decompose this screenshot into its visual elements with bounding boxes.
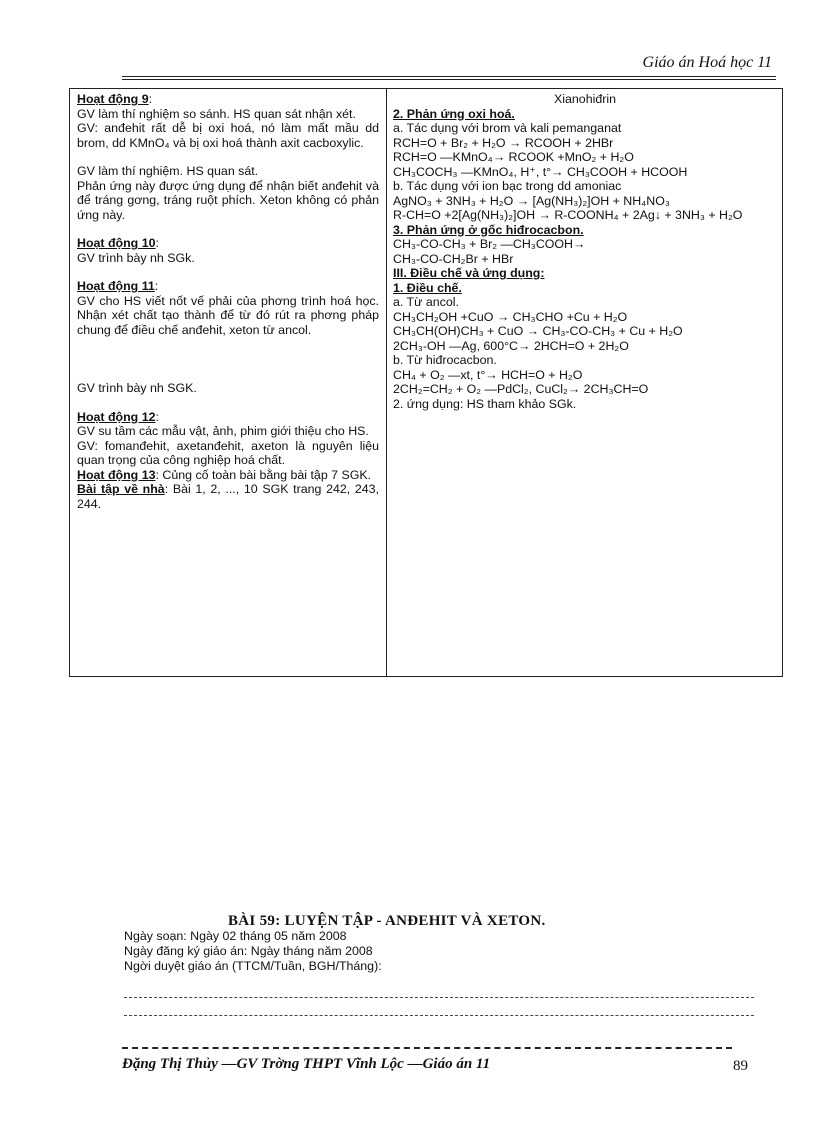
equation-line: AgNO₃ + 3NH₃ + H₂O → [Ag(NH₃)₂]OH + NH₄NO₃ [393, 193, 670, 208]
equation-line: RCH=O —KMnO₄→ RCOOK +MnO₂ + H₂O [393, 150, 634, 164]
content-line: a. Tác dụng với brom và kali pemanganat [393, 121, 622, 135]
activity-12-line: GV: fomanđehit, axetanđehit, axeton là nguyên liệu quan trọng của công nghiệp hoá chất. [77, 438, 379, 467]
section-heading: 1. Điều chế. [393, 280, 462, 295]
content-line: Xianohiđrin [554, 92, 616, 106]
homework-line: Bài 1, 2, ..., 10 SGK trang 242, 243, 244. [77, 482, 379, 511]
lesson-title: BÀI 59: LUYỆN TẬP - ANĐEHIT VÀ XETON. [228, 913, 546, 929]
date-line: Ngày soạn: Ngày 02 tháng 05 năm 2008 [124, 929, 347, 943]
footer-text: Đặng Thị Thủy —GV Trờng THPT Vĩnh Lộc —Giáo án 11 [122, 1056, 491, 1072]
activity-13-line: Củng cố toàn bài bằng bài tập 7 SGK. [162, 467, 372, 482]
equation-line: RCH=O + Br₂ + H₂O → RCOOH + 2HBr [393, 135, 614, 150]
activity-11-title: Hoạt động 11 [77, 279, 155, 293]
equation-line: CH₃COCH₃ —KMnO₄, H⁺, t°→ CH₃COOH + HCOOH [393, 164, 688, 179]
activity-11-line: GV cho HS viết nốt vế phải của phơng trình hoá học. Nhận xét chất tạo thành để từ đó rút ra phơng pháp chung để điều chế anđehit, xeton từ ancol. [77, 293, 379, 337]
content-line: b. Tác dụng với ion bạc trong dd amoniac [393, 179, 622, 193]
activity-9-line: GV làm thí nghiệm. HS quan sát. [77, 164, 259, 178]
header-title: Giáo án Hoá học 11 [642, 54, 772, 71]
activity-12-title: Hoạt động 12 [77, 409, 156, 424]
registration-line: Ngày đăng ký giáo án: Ngày tháng năm 2008 [124, 944, 373, 958]
content-line: a. Từ ancol. [393, 295, 459, 309]
equation-line: 2CH₂=CH₂ + O₂ —PdCl₂, CuCl₂→ 2CH₃CH=O [393, 382, 649, 396]
dashed-line [124, 997, 754, 998]
activity-9-title: Hoạt động 9 [77, 92, 149, 106]
content-line: 2. ứng dụng: HS tham khảo SGk. [393, 396, 577, 411]
homework-title: Bài tập về nhà [77, 482, 165, 496]
lesson-table [69, 88, 783, 677]
footer-rule [122, 1047, 732, 1049]
activity-12-line: GV su tầm các mẫu vật, ảnh, phim giới thiệu cho HS. [77, 424, 369, 438]
content-line: b. Từ hiđrocacbon. [393, 353, 497, 367]
equation-line: R-CH=O +2[Ag(NH₃)₂]OH → R-COONH₄ + 2Ag↓ + 3NH₃ + H₂O [393, 208, 743, 222]
dashed-line [124, 1015, 754, 1016]
sgk-line: GV trình bày nh SGK. [77, 381, 197, 395]
equation-line: CH₃CH₂OH +CuO → CH₃CHO +Cu + H₂O [393, 309, 628, 324]
approver-line: Ngời duyệt giáo án (TTCM/Tuần, BGH/Tháng): [124, 959, 382, 973]
activity-10-title: Hoạt động 10 [77, 236, 156, 250]
equation-line: CH₃-CO-CH₃ + Br₂ —CH₃COOH→ [393, 237, 586, 251]
equation-line: CH₃-CO-CH₂Br + HBr [393, 251, 514, 266]
section-heading: 3. Phản ứng ở gốc hiđrocacbon. [393, 222, 584, 237]
activity-10-line: GV trình bày nh SGk. [77, 250, 195, 265]
content-column [393, 92, 777, 411]
activity-9-line: GV: anđehit rất dễ bị oxi hoá, nó làm mất mầu dd brom, dd KMnO₄ và bị oxi hoá thành axit cacboxylic. [77, 121, 379, 150]
activity-9-line: Phản ứng này được ứng dụng để nhận biết anđehit và để tráng gơng, tráng ruột phích. Xeton không có phản ứng này. [77, 178, 379, 222]
header-rule [122, 76, 776, 77]
equation-line: CH₃CH(OH)CH₃ + CuO → CH₃-CO-CH₃ + Cu + H₂O [393, 324, 683, 338]
equation-line: CH₄ + O₂ —xt, t°→ HCH=O + H₂O [393, 367, 583, 382]
section-heading: 2. Phản ứng oxi hoá. [393, 106, 515, 121]
section-heading: III. Điều chế và ứng dụng: [393, 266, 545, 280]
header-rule-secondary [122, 79, 776, 80]
teacher-activities-column: Hoạt động 9: GV làm thí nghiệm so sánh. HS quan sát nhận xét. GV: anđehit rất dễ bị oxi hoá, nó làm mất mầu dd brom, dd KMnO₄ và bị oxi hoá thành axit cacboxylic. GV làm thí nghiệm. HS quan sát. Phản ứng này được ứng dụng để nhận biết anđehit và để tráng gơng, tráng ruột phích. Xeton không có phản ứng này. Hoạt động 10: GV trình bày nh SGk. Hoạt động 11: GV cho HS viết nốt vế phải của phơng trình hoá học. Nhận xét chất tạo thành để từ đó rút ra phơng pháp chung để điều chế anđehit, xeton từ ancol. GV trình bày nh SGK. Hoạt động 12: GV su tầm các mẫu vật, ảnh, phim giới thiệu cho HS. GV: fomanđehit, axetanđehit, axeton là nguyên liệu quan trọng của công nghiệp hoá chất. Hoạt động 13: Củng cố toàn bài bằng bài tập 7 SGK. Bài tập về nhà: Bài 1, 2, ..., 10 SGK trang 242, 243, 244. [77, 92, 379, 511]
column-divider [386, 89, 387, 676]
activity-9-line: GV làm thí nghiệm so sánh. HS quan sát nhận xét. [77, 106, 356, 121]
page-number: 89 [733, 1058, 748, 1074]
activity-13-title: Hoạt động 13 [77, 467, 156, 482]
equation-line: 2CH₃-OH —Ag, 600°C→ 2HCH=O + 2H₂O [393, 338, 629, 353]
